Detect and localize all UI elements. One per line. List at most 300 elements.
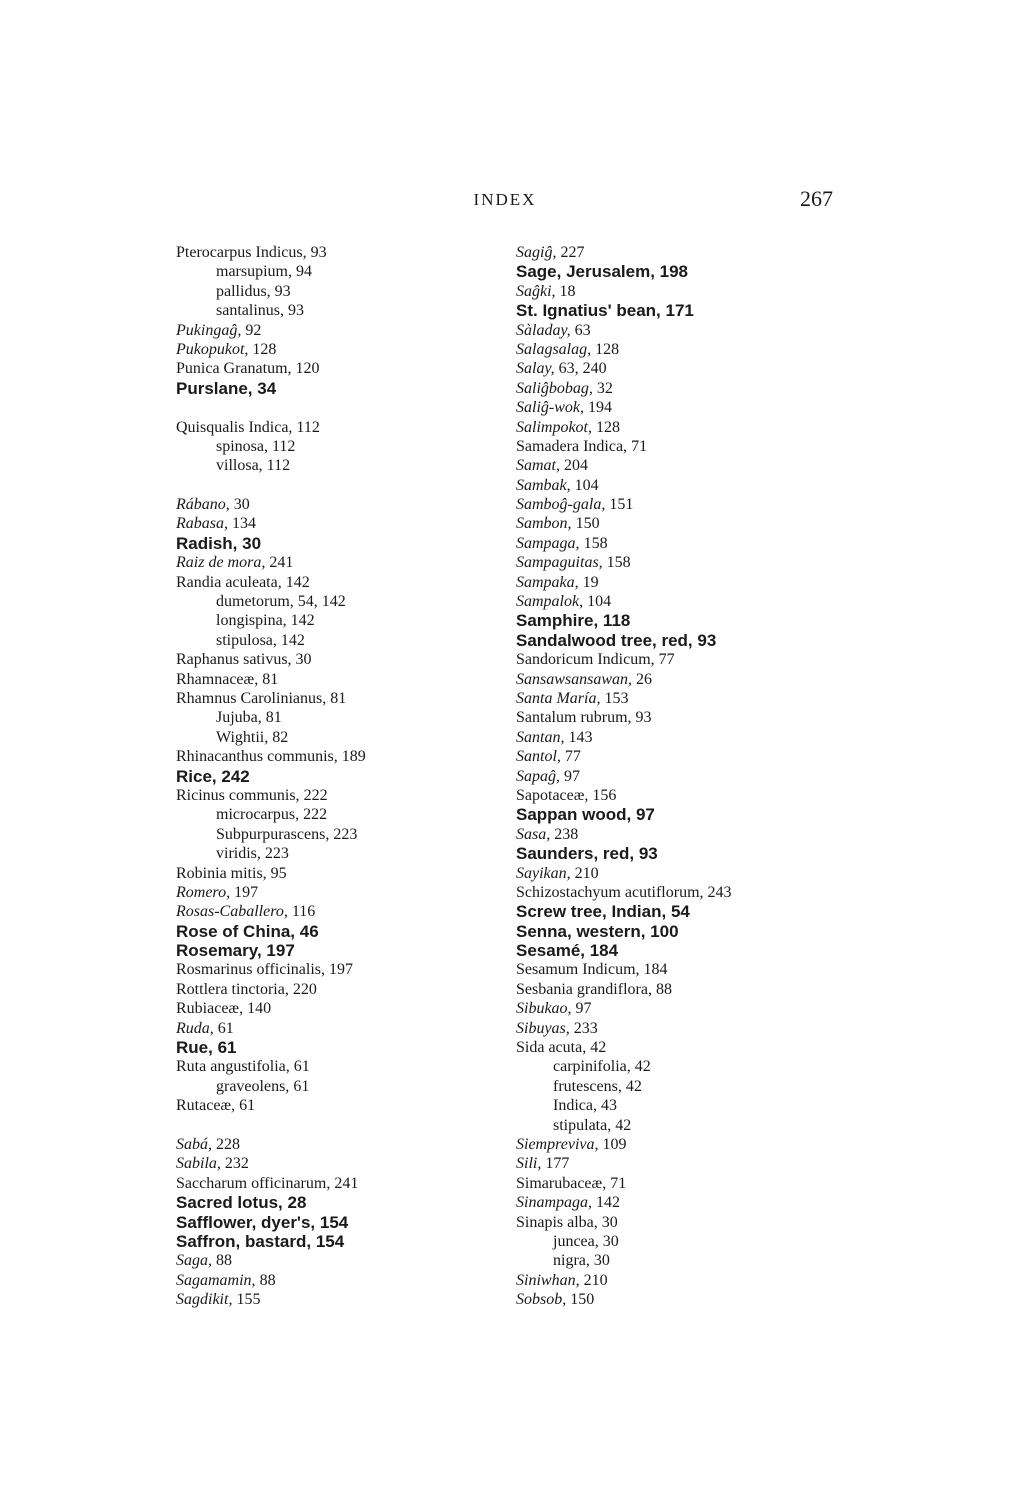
index-entry — [516, 321, 732, 340]
index-page-ref: 128 — [592, 418, 620, 436]
index-entry — [176, 1193, 366, 1212]
index-entry — [176, 786, 366, 805]
index-page-ref: 93 — [631, 709, 652, 727]
index-term: frutescens, — [553, 1077, 622, 1095]
index-entry — [176, 1019, 366, 1038]
index-entry — [176, 844, 366, 863]
index-term: spinosa, — [216, 437, 268, 455]
index-page-ref: 112 — [292, 418, 320, 436]
index-page-ref: 28 — [282, 1193, 307, 1213]
index-entry — [516, 1019, 732, 1038]
index-entry — [176, 670, 366, 689]
index-entry — [176, 631, 366, 650]
index-page-ref: 112 — [268, 437, 296, 455]
index-entry — [176, 262, 366, 281]
index-page-ref: 88 — [651, 980, 672, 998]
index-entry — [516, 1135, 732, 1154]
index-term: Ruda, — [176, 1019, 214, 1037]
index-page-ref: 30 — [229, 496, 250, 514]
index-entry — [516, 747, 732, 766]
index-page-ref: 93 — [284, 302, 304, 320]
index-page-ref: 189 — [337, 748, 366, 766]
index-term: Safflower, dyer's, — [176, 1212, 316, 1232]
index-page-ref: 210 — [570, 864, 599, 882]
index-entry — [516, 611, 732, 630]
index-entry — [516, 941, 732, 960]
index-entry — [516, 767, 732, 786]
index-page-ref: 18 — [555, 282, 576, 300]
index-entry — [176, 611, 366, 630]
index-term: Ricinus communis, — [176, 786, 300, 804]
letter-section-gap — [176, 1116, 366, 1135]
index-entry — [516, 1213, 732, 1232]
index-entry — [516, 553, 732, 572]
index-entry — [516, 1096, 732, 1115]
index-term: Sappan wood, — [516, 805, 632, 825]
index-term: Rábano, — [176, 496, 230, 514]
index-entry — [516, 1290, 732, 1309]
index-term: Senna, western, — [516, 921, 646, 941]
index-page-ref: 82 — [268, 728, 289, 746]
index-entry — [176, 379, 366, 398]
index-page-ref: 158 — [579, 534, 608, 552]
index-entry — [176, 1135, 366, 1154]
index-page-ref: 42 — [611, 1116, 632, 1134]
index-entry — [516, 689, 732, 708]
index-page-ref: 158 — [602, 554, 631, 572]
index-entry — [176, 592, 366, 611]
index-page-ref: 220 — [288, 980, 317, 998]
index-term: Samadera Indica, — [516, 437, 628, 455]
index-term: Siempreviva, — [516, 1135, 599, 1153]
index-page-ref: 232 — [220, 1155, 249, 1173]
index-page-ref: 210 — [579, 1271, 608, 1289]
index-term: Sacred lotus, — [176, 1193, 283, 1213]
index-entry — [176, 321, 366, 340]
index-entry — [516, 1077, 732, 1096]
index-page-ref: 155 — [232, 1291, 261, 1309]
index-page-ref: 88 — [255, 1271, 276, 1289]
index-term: Sinapis alba, — [516, 1213, 598, 1231]
index-page-ref: 54, 142 — [293, 593, 346, 611]
index-entry — [176, 1077, 366, 1096]
index-page-ref: 233 — [569, 1019, 598, 1037]
index-entry — [516, 398, 732, 417]
index-entry — [176, 1290, 366, 1309]
index-entry — [516, 573, 732, 592]
index-page-ref: 30 — [589, 1252, 610, 1270]
index-term: Rabasa, — [176, 515, 228, 533]
index-entry — [176, 1096, 366, 1115]
index-page-ref: 238 — [550, 825, 579, 843]
index-page-ref: 171 — [660, 301, 694, 321]
index-term: Saliĝ-wok, — [516, 399, 584, 417]
index-page-ref: 109 — [598, 1135, 627, 1153]
index-entry — [516, 708, 732, 727]
index-term: Raphanus sativus, — [176, 651, 292, 669]
index-term: Sampaga, — [516, 534, 580, 552]
index-entry — [516, 437, 732, 456]
index-entry — [176, 553, 366, 572]
index-term: Sampaguitas, — [516, 554, 603, 572]
index-entry — [176, 747, 366, 766]
index-entry — [176, 340, 366, 359]
index-term: Saccharum officinarum, — [176, 1174, 331, 1192]
index-term: Sabila, — [176, 1155, 221, 1173]
index-term: Raiz de mora, — [176, 554, 266, 572]
index-entry — [176, 456, 366, 475]
index-term: Sibukao, — [516, 1000, 572, 1018]
index-page-ref: 43 — [596, 1097, 617, 1115]
index-term: Santol, — [516, 748, 561, 766]
index-term: Sibuyas, — [516, 1019, 570, 1037]
index-column-right — [516, 243, 732, 1309]
index-entry — [516, 1116, 732, 1135]
index-term: Santalum rubrum, — [516, 709, 632, 727]
index-entry — [176, 418, 366, 437]
index-page-ref: 242 — [216, 766, 250, 786]
index-entry — [516, 1232, 732, 1251]
index-term: Salay, — [516, 360, 555, 378]
index-entry — [516, 670, 732, 689]
index-entry — [176, 941, 366, 960]
index-entry — [516, 301, 732, 320]
index-page-ref: 42 — [621, 1077, 642, 1095]
index-page-ref: 241 — [330, 1174, 359, 1192]
index-term: dumetorum, — [216, 593, 294, 611]
index-term: santalinus, — [216, 302, 284, 320]
index-page-ref: 197 — [261, 941, 295, 961]
index-term: Sesbania grandiflora, — [516, 980, 652, 998]
index-column-left — [176, 243, 366, 1309]
index-term: Robinia mitis, — [176, 864, 267, 882]
index-term: Rottlera tinctoria, — [176, 980, 289, 998]
index-term: Sapotaceæ, — [516, 786, 589, 804]
index-page-ref: 243 — [703, 883, 732, 901]
index-page-ref: 104 — [583, 593, 612, 611]
index-term: Subpurpurascens, — [216, 825, 330, 843]
index-page-ref: 92 — [241, 321, 262, 339]
index-page-ref: 95 — [266, 864, 287, 882]
index-entry — [516, 592, 732, 611]
index-page-ref: 42 — [586, 1039, 607, 1057]
index-term: Sagiĝ, — [516, 244, 557, 261]
index-entry — [516, 980, 732, 999]
index-entry — [516, 728, 732, 747]
index-page-ref: 94 — [292, 263, 312, 281]
index-page-ref: 150 — [566, 1291, 595, 1309]
index-entry — [176, 1057, 366, 1076]
index-term: Rosas-Caballero, — [176, 903, 288, 921]
index-page-ref: 30 — [597, 1213, 618, 1231]
index-entry — [176, 1213, 366, 1232]
index-term: Sili, — [516, 1155, 542, 1173]
index-entry — [516, 1251, 732, 1270]
index-entry — [176, 1232, 366, 1251]
index-page-ref: 150 — [571, 515, 600, 533]
index-entry — [516, 282, 732, 301]
index-term: Santa María, — [516, 689, 601, 707]
index-term: Sinampaga, — [516, 1194, 592, 1212]
index-page-ref: 154 — [311, 1231, 345, 1251]
letter-section-gap — [176, 398, 366, 417]
index-page-ref: 143 — [564, 728, 593, 746]
index-page-ref: 142 — [286, 612, 315, 630]
index-page-ref: 227 — [556, 244, 585, 261]
index-term: Rosemary, — [176, 941, 262, 961]
index-term: Rubiaceæ, — [176, 1000, 244, 1018]
index-page-ref: 88 — [212, 1252, 232, 1270]
index-term: Sambak, — [516, 476, 571, 494]
index-entry — [176, 282, 366, 301]
index-term: Sapaĝ, — [516, 767, 560, 785]
index-entry — [176, 1271, 366, 1290]
index-term: Rutaceæ, — [176, 1097, 236, 1115]
index-entry — [176, 1251, 366, 1270]
index-page-ref: 93 — [270, 282, 291, 300]
index-term: Santan, — [516, 728, 565, 746]
index-page-ref: 34 — [252, 378, 277, 398]
index-page-ref: 184 — [639, 961, 668, 979]
index-entry — [176, 514, 366, 533]
index-term: Quisqualis Indica, — [176, 418, 293, 436]
index-page-ref: 223 — [329, 825, 358, 843]
index-page-ref: 97 — [560, 767, 580, 785]
index-term: Rice, — [176, 766, 217, 786]
index-page-ref: 140 — [243, 1000, 272, 1018]
index-page-ref: 128 — [591, 340, 620, 358]
index-term: Simarubaceæ, — [516, 1174, 607, 1192]
index-term: Romero, — [176, 883, 231, 901]
index-term: Punica Granatum, — [176, 360, 292, 378]
index-term: viridis, — [216, 845, 261, 863]
index-entry — [176, 728, 366, 747]
index-term: graveolens, — [216, 1077, 290, 1095]
index-entry — [176, 359, 366, 378]
index-entry — [516, 999, 732, 1018]
index-page-ref: 97 — [571, 1000, 592, 1018]
index-term: Sobsob, — [516, 1291, 567, 1309]
index-page-ref: 81 — [326, 689, 347, 707]
index-term: Wightii, — [216, 728, 269, 746]
index-term: Pterocarpus Indicus, — [176, 244, 307, 261]
index-page-ref: 112 — [262, 457, 291, 475]
index-page-ref: 61 — [212, 1038, 237, 1058]
index-page-ref: 118 — [598, 611, 631, 631]
index-page-ref: 197 — [230, 883, 259, 901]
index-term: Sàladay, — [516, 321, 571, 339]
index-term: Samboĝ-gala, — [516, 496, 606, 514]
index-term: Schizostachyum acutiflorum, — [516, 883, 704, 901]
index-entry — [516, 456, 732, 475]
index-term: Sagamamin, — [176, 1271, 256, 1289]
index-term: Sesamé, — [516, 941, 585, 961]
index-page-ref: 223 — [260, 845, 289, 863]
index-term: Saĝki, — [516, 282, 556, 300]
index-entry — [176, 980, 366, 999]
index-term: microcarpus, — [216, 806, 300, 824]
index-entry — [176, 883, 366, 902]
index-term: villosa, — [216, 457, 263, 475]
index-term: stipulosa, — [216, 631, 277, 649]
index-entry — [176, 805, 366, 824]
index-page-ref: 128 — [248, 340, 277, 358]
index-term: Siniwhan, — [516, 1271, 580, 1289]
index-entry — [176, 1154, 366, 1173]
index-page-ref: 30 — [598, 1232, 619, 1250]
index-entry — [516, 902, 732, 921]
index-term: Indica, — [553, 1097, 597, 1115]
index-term: Screw tree, Indian, — [516, 902, 667, 922]
index-entry — [516, 844, 732, 863]
index-entry — [516, 805, 732, 824]
index-entry — [176, 689, 366, 708]
index-page-ref: 104 — [570, 476, 599, 494]
index-term: Sida acuta, — [516, 1039, 587, 1057]
index-entry — [176, 1174, 366, 1193]
index-entry — [516, 960, 732, 979]
index-page-ref: 198 — [654, 262, 689, 282]
index-entry — [516, 262, 732, 281]
index-entry — [516, 922, 732, 941]
index-term: stipulata, — [553, 1116, 612, 1134]
index-page-ref: 42 — [630, 1058, 651, 1076]
index-term: carpinifolia, — [553, 1058, 631, 1076]
index-entry — [516, 340, 732, 359]
index-entry — [516, 418, 732, 437]
index-term: Ruta angustifolia, — [176, 1058, 290, 1076]
index-entry — [516, 495, 732, 514]
index-page-ref: 61 — [213, 1019, 234, 1037]
index-term: Sansawsansawan, — [516, 670, 633, 688]
index-page-ref: 71 — [627, 437, 648, 455]
index-term: Saliĝbobag, — [516, 379, 593, 397]
index-page-ref: 81 — [261, 709, 282, 727]
index-entry — [176, 922, 366, 941]
index-term: Radish, — [176, 533, 238, 553]
index-term: juncea, — [553, 1232, 599, 1250]
index-page-ref: 241 — [265, 554, 294, 572]
index-page-ref: 194 — [584, 399, 612, 417]
index-entry — [176, 301, 366, 320]
index-term: Sagdikit, — [176, 1291, 233, 1309]
index-page-ref: 46 — [295, 921, 319, 941]
index-term: Saga, — [176, 1252, 212, 1270]
index-term: Sambon, — [516, 515, 572, 533]
index-page-ref: 32 — [592, 379, 613, 397]
index-page-ref: 228 — [212, 1135, 240, 1153]
index-page-ref: 54 — [666, 902, 690, 922]
index-entry — [516, 1154, 732, 1173]
index-entry — [516, 650, 732, 669]
index-page-ref: 61 — [235, 1097, 256, 1115]
index-term: Pukopukot, — [176, 340, 249, 358]
index-entry — [176, 825, 366, 844]
index-term: Rhinacanthus communis, — [176, 748, 338, 766]
index-term: marsupium, — [216, 263, 292, 281]
index-term: Purslane, — [176, 378, 253, 398]
index-page-ref: 77 — [560, 748, 581, 766]
index-entry — [176, 1038, 366, 1057]
index-page-ref: 222 — [299, 806, 328, 824]
index-entry — [516, 514, 732, 533]
index-term: Sandoricum Indicum, — [516, 651, 655, 669]
index-term: longispina, — [216, 612, 287, 630]
index-page-ref: 63, 240 — [554, 360, 607, 378]
index-term: Sandalwood tree, red, — [516, 630, 693, 650]
index-entry — [516, 534, 732, 553]
index-entry — [516, 631, 732, 650]
index-term: Rose of China, — [176, 921, 296, 941]
index-term: Jujuba, — [216, 709, 262, 727]
page-number: 267 — [800, 186, 833, 211]
index-page-ref: 93 — [692, 630, 717, 650]
index-entry — [176, 534, 366, 553]
index-term: Rue, — [176, 1038, 213, 1058]
index-entry — [516, 1174, 732, 1193]
index-term: Sabá, — [176, 1135, 212, 1153]
index-term: Sampalok, — [516, 593, 584, 611]
index-page-ref: 116 — [287, 903, 316, 921]
index-page-ref: 222 — [299, 786, 328, 804]
index-term: Rhamnus Carolinianus, — [176, 689, 327, 707]
index-entry — [516, 476, 732, 495]
index-page-ref: 151 — [605, 496, 634, 514]
index-term: Sampaka, — [516, 573, 579, 591]
index-page-ref: 204 — [560, 457, 588, 475]
index-term: Sage, Jerusalem, — [516, 262, 655, 282]
index-term: Sayikan, — [516, 864, 571, 882]
index-entry — [516, 359, 732, 378]
index-page-ref: 184 — [585, 941, 619, 961]
index-page-ref: 142 — [592, 1194, 620, 1212]
index-entry — [516, 1271, 732, 1290]
index-term: Samphire, — [516, 611, 599, 631]
index-term: Saunders, red, — [516, 844, 635, 864]
page-header-title: INDEX — [473, 190, 537, 209]
index-entry — [516, 1057, 732, 1076]
index-page-ref: 134 — [228, 515, 256, 533]
index-page-ref: 142 — [276, 631, 305, 649]
index-page-ref: 120 — [291, 360, 320, 378]
index-term: Pukingaĝ, — [176, 321, 242, 339]
index-term: Randia aculeata, — [176, 573, 282, 591]
index-entry — [516, 379, 732, 398]
index-page-ref: 142 — [281, 573, 310, 591]
index-term: pallidus, — [216, 282, 271, 300]
index-entry — [176, 495, 366, 514]
index-entry — [176, 573, 366, 592]
index-page-ref: 61 — [289, 1058, 310, 1076]
index-entry — [176, 960, 366, 979]
index-entry — [176, 437, 366, 456]
index-page-ref: 100 — [645, 921, 679, 941]
index-page-ref: 26 — [632, 670, 653, 688]
index-entry — [176, 708, 366, 727]
index-entry — [516, 786, 732, 805]
index-page-ref: 156 — [588, 786, 617, 804]
index-entry — [176, 243, 366, 262]
index-term: Sesamum Indicum, — [516, 961, 640, 979]
index-page-ref: 93 — [306, 244, 327, 261]
index-page-ref: 19 — [578, 573, 599, 591]
index-entry — [176, 999, 366, 1018]
index-term: Salimpokot, — [516, 418, 592, 436]
index-entry — [516, 883, 732, 902]
index-page-ref: 61 — [289, 1077, 310, 1095]
letter-section-gap — [176, 476, 366, 495]
index-entry — [516, 1038, 732, 1057]
